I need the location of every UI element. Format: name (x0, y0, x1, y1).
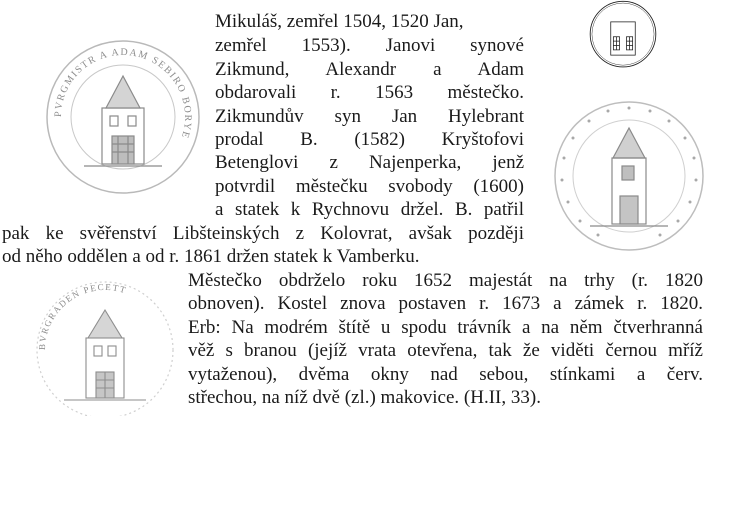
text-line-block1-10: a statek k Rychnovu držel. B. patřil (215, 199, 524, 220)
text-line-block3-1: Městečko obdrželo roku 1652 majestát na trhy (r. 1820 (188, 270, 703, 291)
text-line-block2-1: pak ke svěřenství Libšteinských z Kolovrat, avšak později (2, 223, 524, 244)
text-line-block1-5: obdarovali r. 1563 městečko. (215, 82, 524, 103)
town-seal-illustration-right (550, 96, 708, 256)
text-line-block1-4: Zikmund, Alexandr a Adam (215, 59, 524, 80)
seal-legend-bottom: BVRGRADEN PECETT (36, 281, 129, 351)
text-line-block3-2: obnoven). Kostel znova postaven r. 1673 a zámek r. 1820. (188, 293, 703, 314)
text-line-block1-6: Zikmundův syn Jan Hylebrant (215, 106, 524, 127)
text-line-block1-2: Mikuláš, zemřel 1504, 1520 Jan, (215, 11, 464, 32)
text-line-block1-9: potvrdil městečku svobody (1600) (215, 176, 524, 197)
town-seal-illustration-bottom-left (28, 276, 182, 416)
text-line-block3-4: věž s branou (jejíž vrata otevřena, tak že viděti černou mříž (188, 340, 703, 361)
text-line-block1-3: zemřel 1553). Janovi synové (215, 35, 524, 56)
text-line-block3-3: Erb: Na modrém štítě u spodu trávník a na něm čtverhranná (188, 317, 703, 338)
seal-legend-left: PVRGMISTR A ADAM SEBIRO BORYE (52, 46, 194, 141)
text-line-block3-5: vytaženou), dvěma okny nad sebou, stínkami a červ. (188, 364, 703, 385)
text-line-block3-6: střechou, na níž dvě (zl.) makovice. (H.II, 33). (188, 387, 541, 408)
text-line-block1-8: Betenglovi z Najenperka, jenž (215, 152, 524, 173)
text-line-block2-2: od něho oddělen a od r. 1861 držen statek k Vamberku. (2, 246, 420, 267)
coat-of-arms-illustration-top-right (543, 0, 703, 70)
town-seal-illustration-left (44, 38, 202, 196)
text-line-block1-7: prodal B. (1582) Kryštofovi (215, 129, 524, 150)
